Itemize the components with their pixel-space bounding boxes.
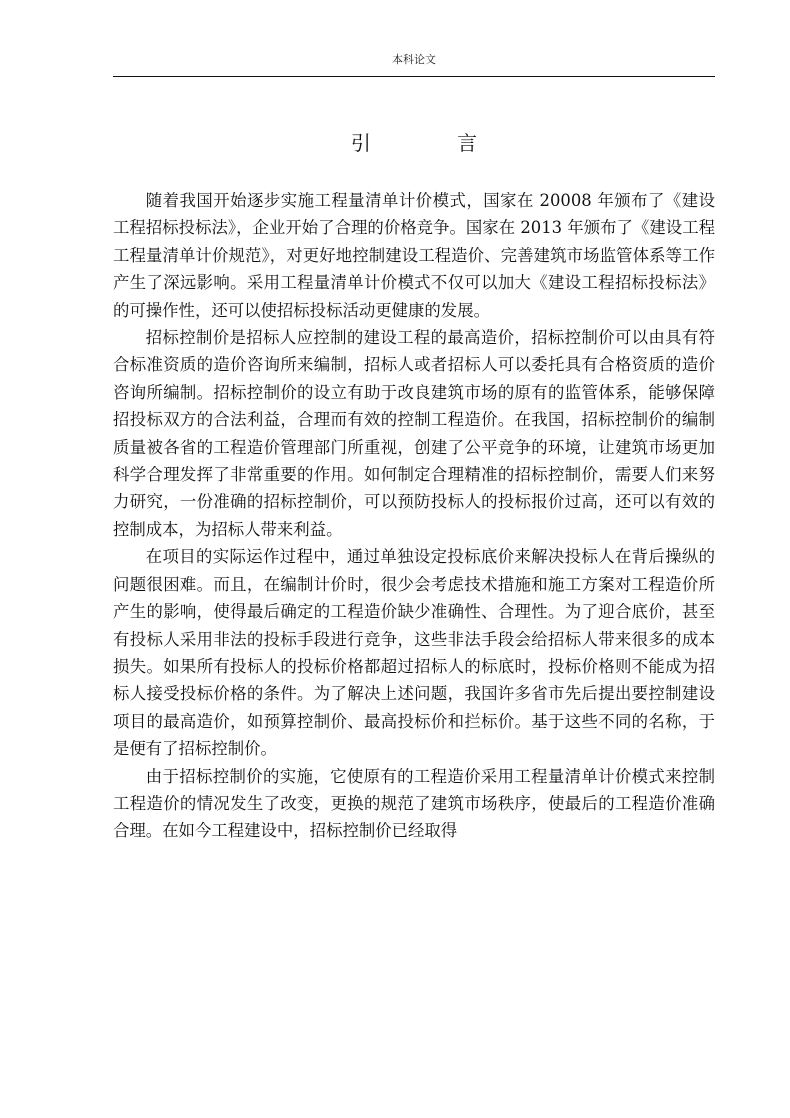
paragraph-1: 随着我国开始逐步实施工程量清单计价模式，国家在 20008 年颁布了《建设工程招标投标法》，企业开始了合理的价格竞争。国家在 2013 年颁布了《建设工程工程量清单计价规范》，对更好地控制建设工程造价、完善建筑市场监管体系等工作产生了深远影响。采用工程量清单计价模式不仅可以加大《建设工程招标投标法》的可操作性，还可以使招标投标活动更健康的发展。 bbox=[113, 191, 715, 320]
body-text bbox=[113, 187, 715, 845]
header-rule bbox=[113, 76, 715, 77]
running-header: 本科论文 bbox=[392, 53, 436, 66]
section-title: 引 言 bbox=[350, 131, 518, 155]
paragraph-4: 由于招标控制价的实施，它使原有的工程造价采用工程量清单计价模式来控制工程造价的情况发生了改变，更换的规范了建筑市场秩序，使最后的工程造价准确合理。在如今工程建设中，招标控制价已经取得 bbox=[113, 766, 715, 841]
paragraph-2: 招标控制价是招标人应控制的建设工程的最高造价，招标控制价可以由具有符合标准资质的造价咨询所来编制，招标人或者招标人可以委托具有合格资质的造价咨询所编制。招标控制价的设立有助于改良建筑市场的原有的监管体系，能够保障招投标双方的合法利益，合理而有效的控制工程造价。在我国，招标控制价的编制质量被各省的工程造价管理部门所重视，创建了公平竞争的环境，让建筑市场更加科学合理发挥了非常重要的作用。如何制定合理精准的招标控制价，需要人们来努力研究，一份准确的招标控制价，可以预防投标人的投标报价过高，还可以有效的控制成本，为招标人带来利益。 bbox=[113, 328, 715, 539]
paragraph-3: 在项目的实际运作过程中，通过单独设定投标底价来解决投标人在背后操纵的问题很困难。而且，在编制计价时，很少会考虑技术措施和施工方案对工程造价所产生的影响，使得最后确定的工程造价缺少准确性、合理性。为了迎合底价，甚至有投标人采用非法的投标手段进行竞争，这些非法手段会给招标人带来很多的成本损失。如果所有投标人的投标价格都超过招标人的标底时，投标价格则不能成为招标人接受投标价格的条件。为了解决上述问题，我国许多省市先后提出要控制建设项目的最高造价，如预算控制价、最高投标价和拦标价。基于这些不同的名称，于是便有了招标控制价。 bbox=[113, 547, 715, 759]
